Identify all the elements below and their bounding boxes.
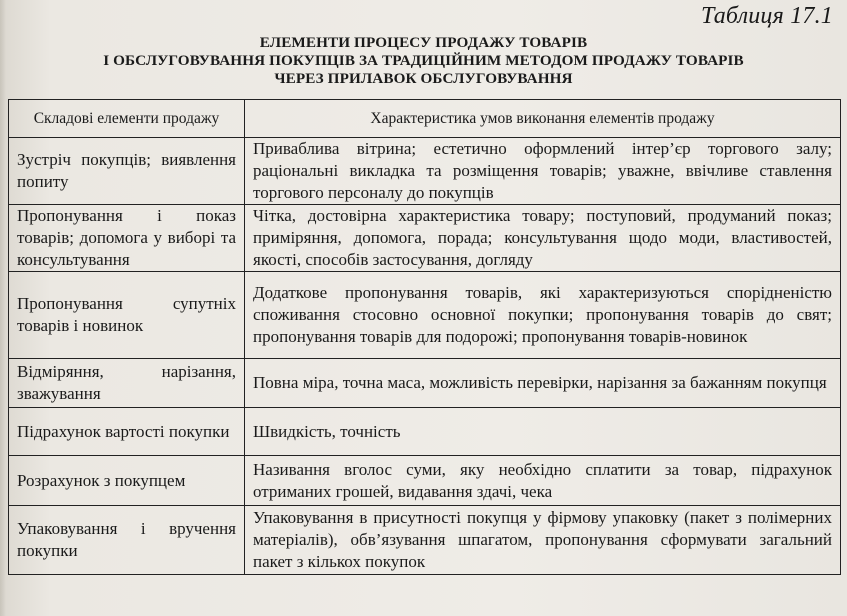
table-row	[9, 408, 841, 456]
element-cell: Розрахунок з покупцем	[9, 456, 245, 506]
characteristic-cell: Чітка, достовірна характеристика товару; поступовий, продуманий показ; приміряння, допомога, порада; консультування щодо моди, властивостей, якості, способів застосування, догляду	[245, 205, 841, 272]
characteristic-cell: Приваблива вітрина; естетично оформлений інтер’єр торгового залу; раціональні викладка та розміщення товарів; уважне, ввічливе ставлення торгового персоналу до покупців	[245, 138, 841, 205]
table-row	[9, 205, 841, 272]
characteristic-cell: Повна міра, точна маса, можливість перевірки, нарізання за бажанням покупця	[245, 359, 841, 408]
table-row	[9, 138, 841, 205]
characteristic-cell: Упаковування в присутності покупця у фірмову упаковку (пакет з полімерних матеріалів), обв’язування шпагатом, пропонування сформувати загальний пакет з кількох покупок	[245, 506, 841, 575]
characteristic-cell: Швидкість, точність	[245, 408, 841, 456]
table-title-line-1: ЕЛЕМЕНТИ ПРОЦЕСУ ПРОДАЖУ ТОВАРІВ	[259, 34, 588, 51]
table-row	[9, 359, 841, 408]
column-header-characteristics: Характеристика умов виконання елементів продажу	[245, 100, 841, 138]
table-row	[9, 456, 841, 506]
table-title-line-3: ЧЕРЕЗ ПРИЛАВОК ОБСЛУГОВУВАННЯ	[274, 70, 573, 87]
element-cell: Підрахунок вартості покупки	[9, 408, 245, 456]
table-title-line-2: І ОБСЛУГОВУВАННЯ ПОКУПЦІВ ЗА ТРАДИЦІЙНИМ МЕТОДОМ ПРОДАЖУ ТОВАРІВ	[103, 52, 744, 69]
characteristic-cell: Додаткове пропонування товарів, які характеризуються спорідненістю споживання стосовно основної покупки; пропонування товарів до свят; пропонування товарів для подорожі; пропонування товарів-новинок	[245, 272, 841, 359]
element-cell: Пропонування і показ товарів; допомога у виборі та консультування	[9, 205, 245, 272]
element-cell: Упаковування і вручення покупки	[9, 506, 245, 575]
table-row	[9, 272, 841, 359]
table-title	[0, 34, 847, 88]
element-cell: Відміряння, нарізання, зважування	[9, 359, 245, 408]
table-number: Таблиця 17.1	[701, 3, 833, 29]
sales-elements-table	[8, 99, 841, 575]
element-cell: Пропонування супутніх товарів і новинок	[9, 272, 245, 359]
page-binding-shadow	[0, 0, 6, 616]
element-cell: Зустріч покупців; виявлення попиту	[9, 138, 245, 205]
table-header-row	[9, 100, 841, 138]
column-header-elements: Складові елементи продажу	[9, 100, 245, 138]
characteristic-cell: Називання вголос суми, яку необхідно сплатити за товар, підрахунок отриманих грошей, видавання здачі, чека	[245, 456, 841, 506]
table-row	[9, 506, 841, 575]
